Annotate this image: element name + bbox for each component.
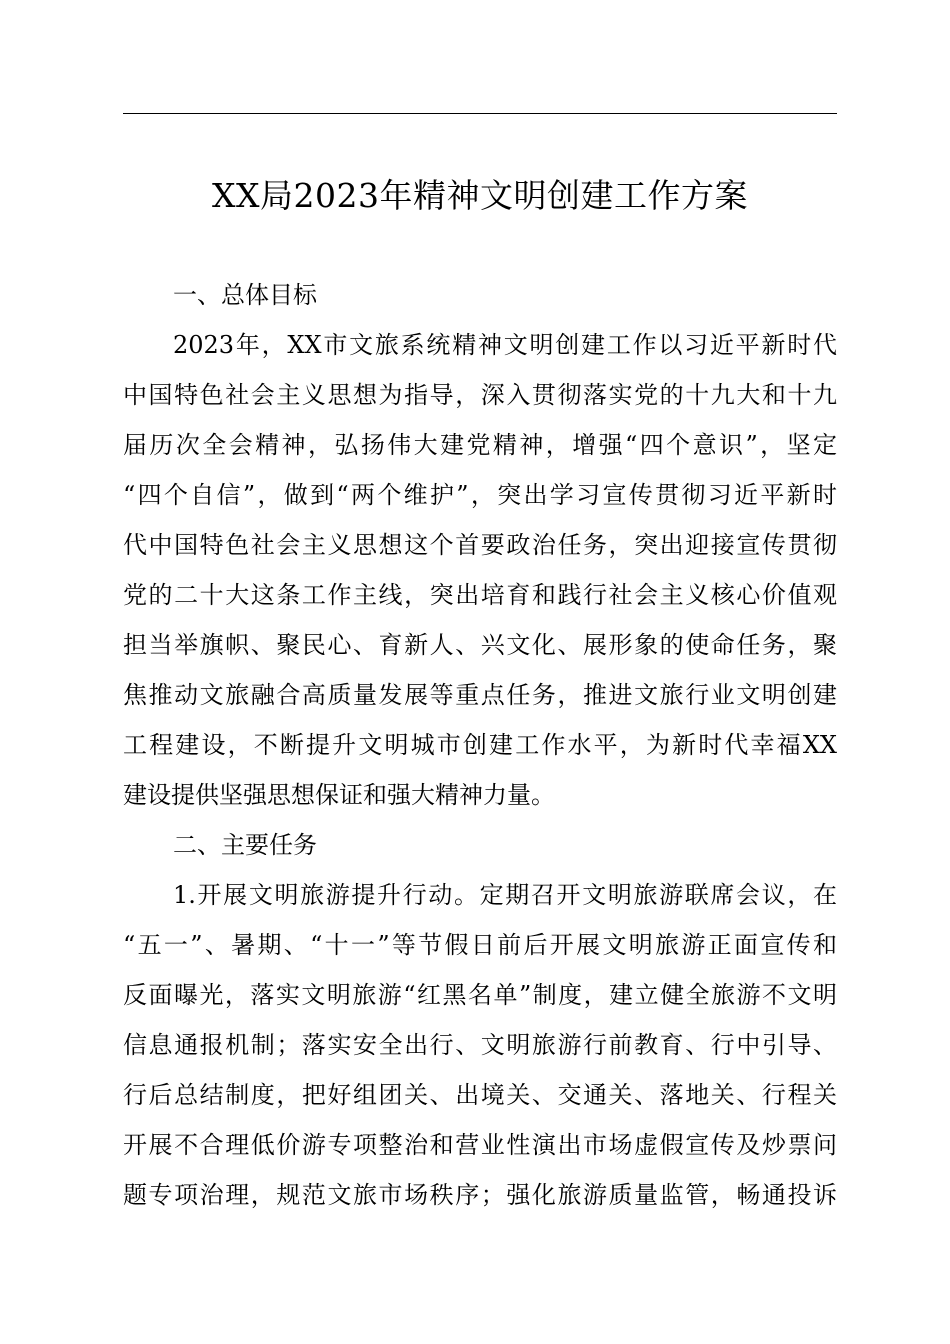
paragraph-line: 反面曝光，落实文明旅游“红黑名单”制度，建立健全旅游不文明 bbox=[123, 981, 837, 1009]
section-heading: 一、总体目标 bbox=[173, 281, 317, 309]
paragraph-line: 届历次全会精神，弘扬伟大建党精神，增强“四个意识”，坚定 bbox=[123, 431, 837, 459]
paragraph-line: 代中国特色社会主义思想这个首要政治任务，突出迎接宣传贯彻 bbox=[123, 531, 837, 559]
paragraph-line: 担当举旗帜、聚民心、育新人、兴文化、展形象的使命任务，聚 bbox=[123, 631, 837, 659]
paragraph-line: 信息通报机制；落实安全出行、文明旅游行前教育、行中引导、 bbox=[123, 1031, 837, 1059]
paragraph-line: 焦推动文旅融合高质量发展等重点任务，推进文旅行业文明创建 bbox=[123, 681, 837, 709]
document-title: XX局2023年精神文明创建工作方案 bbox=[212, 176, 748, 215]
paragraph-line: “四个自信”，做到“两个维护”，突出学习宣传贯彻习近平新时 bbox=[123, 481, 837, 509]
paragraph-line: 行后总结制度，把好组团关、出境关、交通关、落地关、行程关 bbox=[123, 1081, 837, 1109]
paragraph-line: 建设提供坚强思想保证和强大精神力量。 bbox=[123, 781, 555, 809]
paragraph-line: 中国特色社会主义思想为指导，深入贯彻落实党的十九大和十九 bbox=[123, 381, 837, 409]
paragraph-line: 党的二十大这条工作主线，突出培育和践行社会主义核心价值观 bbox=[123, 581, 837, 609]
paragraph-line: 1.开展文明旅游提升行动。定期召开文明旅游联席会议，在 bbox=[173, 881, 837, 909]
section-heading: 二、主要任务 bbox=[173, 831, 317, 859]
document-body bbox=[123, 270, 837, 1220]
paragraph-line: 工程建设，不断提升文明城市创建工作水平，为新时代幸福XX bbox=[123, 731, 837, 759]
paragraph-line: “五一”、暑期、“十一”等节假日前后开展文明旅游正面宣传和 bbox=[123, 931, 837, 959]
paragraph-line: 2023年，XX市文旅系统精神文明创建工作以习近平新时代 bbox=[173, 331, 837, 359]
paragraph-line: 开展不合理低价游专项整治和营业性演出市场虚假宣传及炒票问 bbox=[123, 1131, 837, 1159]
header-rule bbox=[123, 113, 837, 114]
paragraph-line: 题专项治理，规范文旅市场秩序；强化旅游质量监管，畅通投诉 bbox=[123, 1181, 837, 1209]
